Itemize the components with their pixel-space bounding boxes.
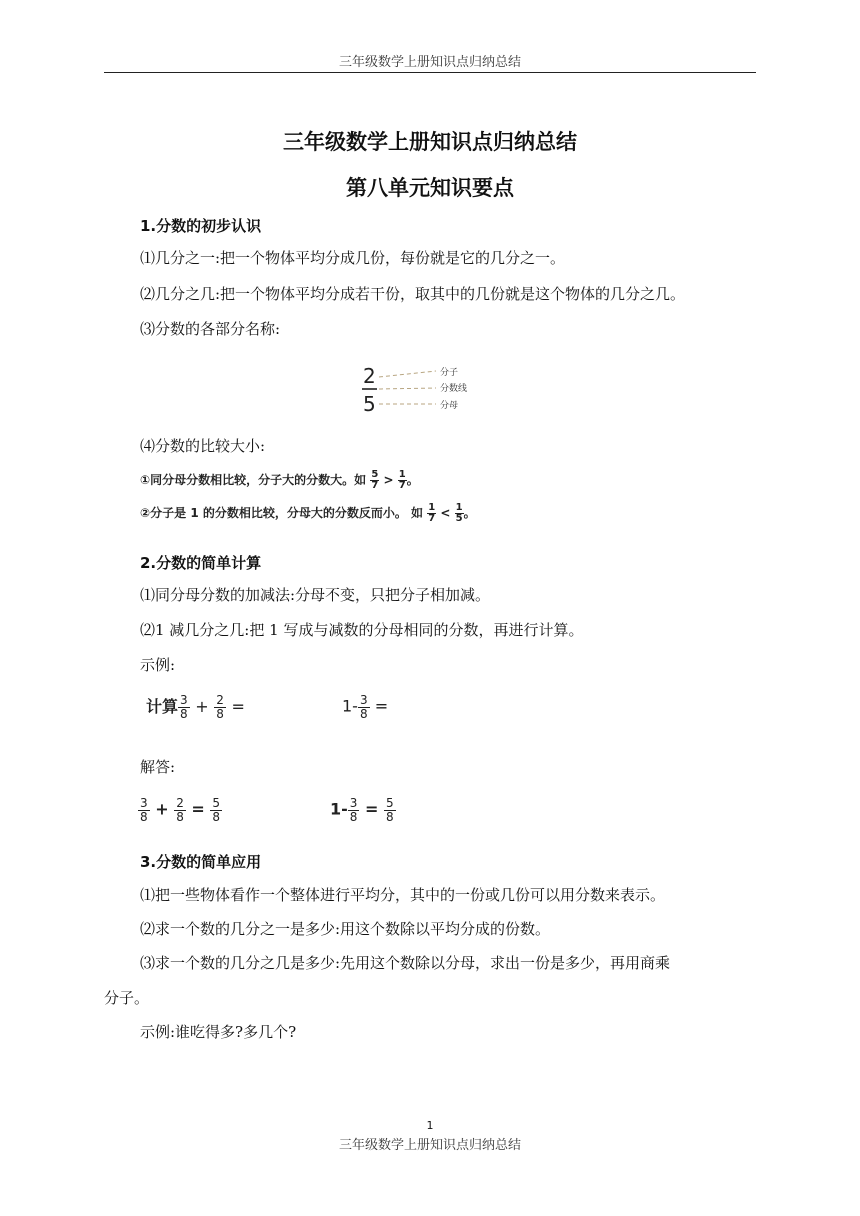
section-1-item-4: ⑷分数的比较大小: — [140, 437, 266, 455]
header-rule — [104, 72, 756, 73]
unit-subtitle: 第八单元知识要点 — [346, 176, 514, 200]
page-title: 三年级数学上册知识点归纳总结 — [283, 130, 577, 154]
fraction-parts-diagram — [360, 362, 480, 416]
section-3-heading: 3.分数的简单应用 — [140, 853, 262, 871]
fraction-5-7: $\frac{5}{7}$ — [371, 469, 379, 491]
label-denominator: 分母 — [440, 401, 459, 411]
greater-than-sign: > — [383, 473, 394, 487]
fraction-1-7: $\frac{1}{7}$ — [428, 502, 436, 524]
answer-addition: $\frac{3}{8}$ + $\frac{2}{8}$ = $\frac{5}{8}$ — [140, 796, 221, 824]
section-3-item-3-continued: 分子。 — [104, 989, 150, 1007]
section-3-item-1: ⑴把一些物体看作一个整体进行平均分，其中的一份或几份可以用分数来表示。 — [140, 886, 666, 904]
section-1-heading: 1.分数的初步认识 — [140, 217, 262, 235]
rule-2-text: ②分子是 1 的分数相比较，分母大的分数反而小。 如 — [140, 506, 424, 520]
section-3-item-3: ⑶求一个数的几分之几是多少:先用这个数除以分母，求出一份是多少，再用商乘 — [140, 954, 671, 972]
answer-subtraction: 1- $\frac{3}{8}$ = $\frac{5}{8}$ — [330, 796, 394, 824]
page-footer: 三年级数学上册知识点归纳总结 — [338, 1138, 521, 1153]
compare-rule-1: ①同分母分数相比较，分子大的分数大。如 $\frac{5}{7}$ > $\frac{1}{7}$ 。 — [140, 469, 419, 491]
example-label: 示例: — [140, 656, 176, 674]
section-3-example: 示例:谁吃得多?多几个? — [140, 1023, 297, 1041]
page-header: 三年级数学上册知识点归纳总结 — [338, 55, 521, 70]
section-2-item-1: ⑴同分母分数的加减法:分母不变，只把分子相加减。 — [140, 586, 491, 604]
diagram-denominator: 5 — [363, 392, 376, 416]
section-1-item-3: ⑶分数的各部分名称: — [140, 320, 281, 338]
diagram-leader-mid — [379, 388, 436, 389]
page-number: 1 — [426, 1119, 434, 1132]
label-numerator: 分子 — [440, 368, 459, 378]
label-fraction-bar: 分数线 — [440, 384, 468, 394]
diagram-leader-top — [379, 371, 436, 377]
rule-1-text: ①同分母分数相比较，分子大的分数大。如 — [140, 473, 367, 487]
diagram-numerator: 2 — [363, 364, 376, 388]
fraction-1-5: $\frac{1}{5}$ — [455, 502, 463, 524]
less-than-sign: < — [440, 506, 451, 520]
section-1-item-1: ⑴几分之一:把一个物体平均分成几份，每份就是它的几分之一。 — [140, 249, 566, 267]
answer-label: 解答: — [140, 758, 176, 776]
compare-rule-2: ②分子是 1 的分数相比较，分母大的分数反而小。 如 $\frac{1}{7}$ < $\frac{1}{5}$ 。 — [140, 502, 476, 524]
section-3-item-2: ⑵求一个数的几分之一是多少:用这个数除以平均分成的份数。 — [140, 920, 551, 938]
example-addition: 计算 $\frac{3}{8}$ + $\frac{2}{8}$ = — [146, 693, 245, 721]
section-2-heading: 2.分数的简单计算 — [140, 554, 262, 572]
example-subtraction: 1- $\frac{3}{8}$ = — [342, 693, 389, 721]
section-2-item-2: ⑵1 减几分之几:把 1 写成与减数的分母相同的分数，再进行计算。 — [140, 621, 584, 639]
fraction-1-7: $\frac{1}{7}$ — [398, 469, 406, 491]
section-1-item-2: ⑵几分之几:把一个物体平均分成若干份，取其中的几份就是这个物体的几分之几。 — [140, 285, 686, 303]
